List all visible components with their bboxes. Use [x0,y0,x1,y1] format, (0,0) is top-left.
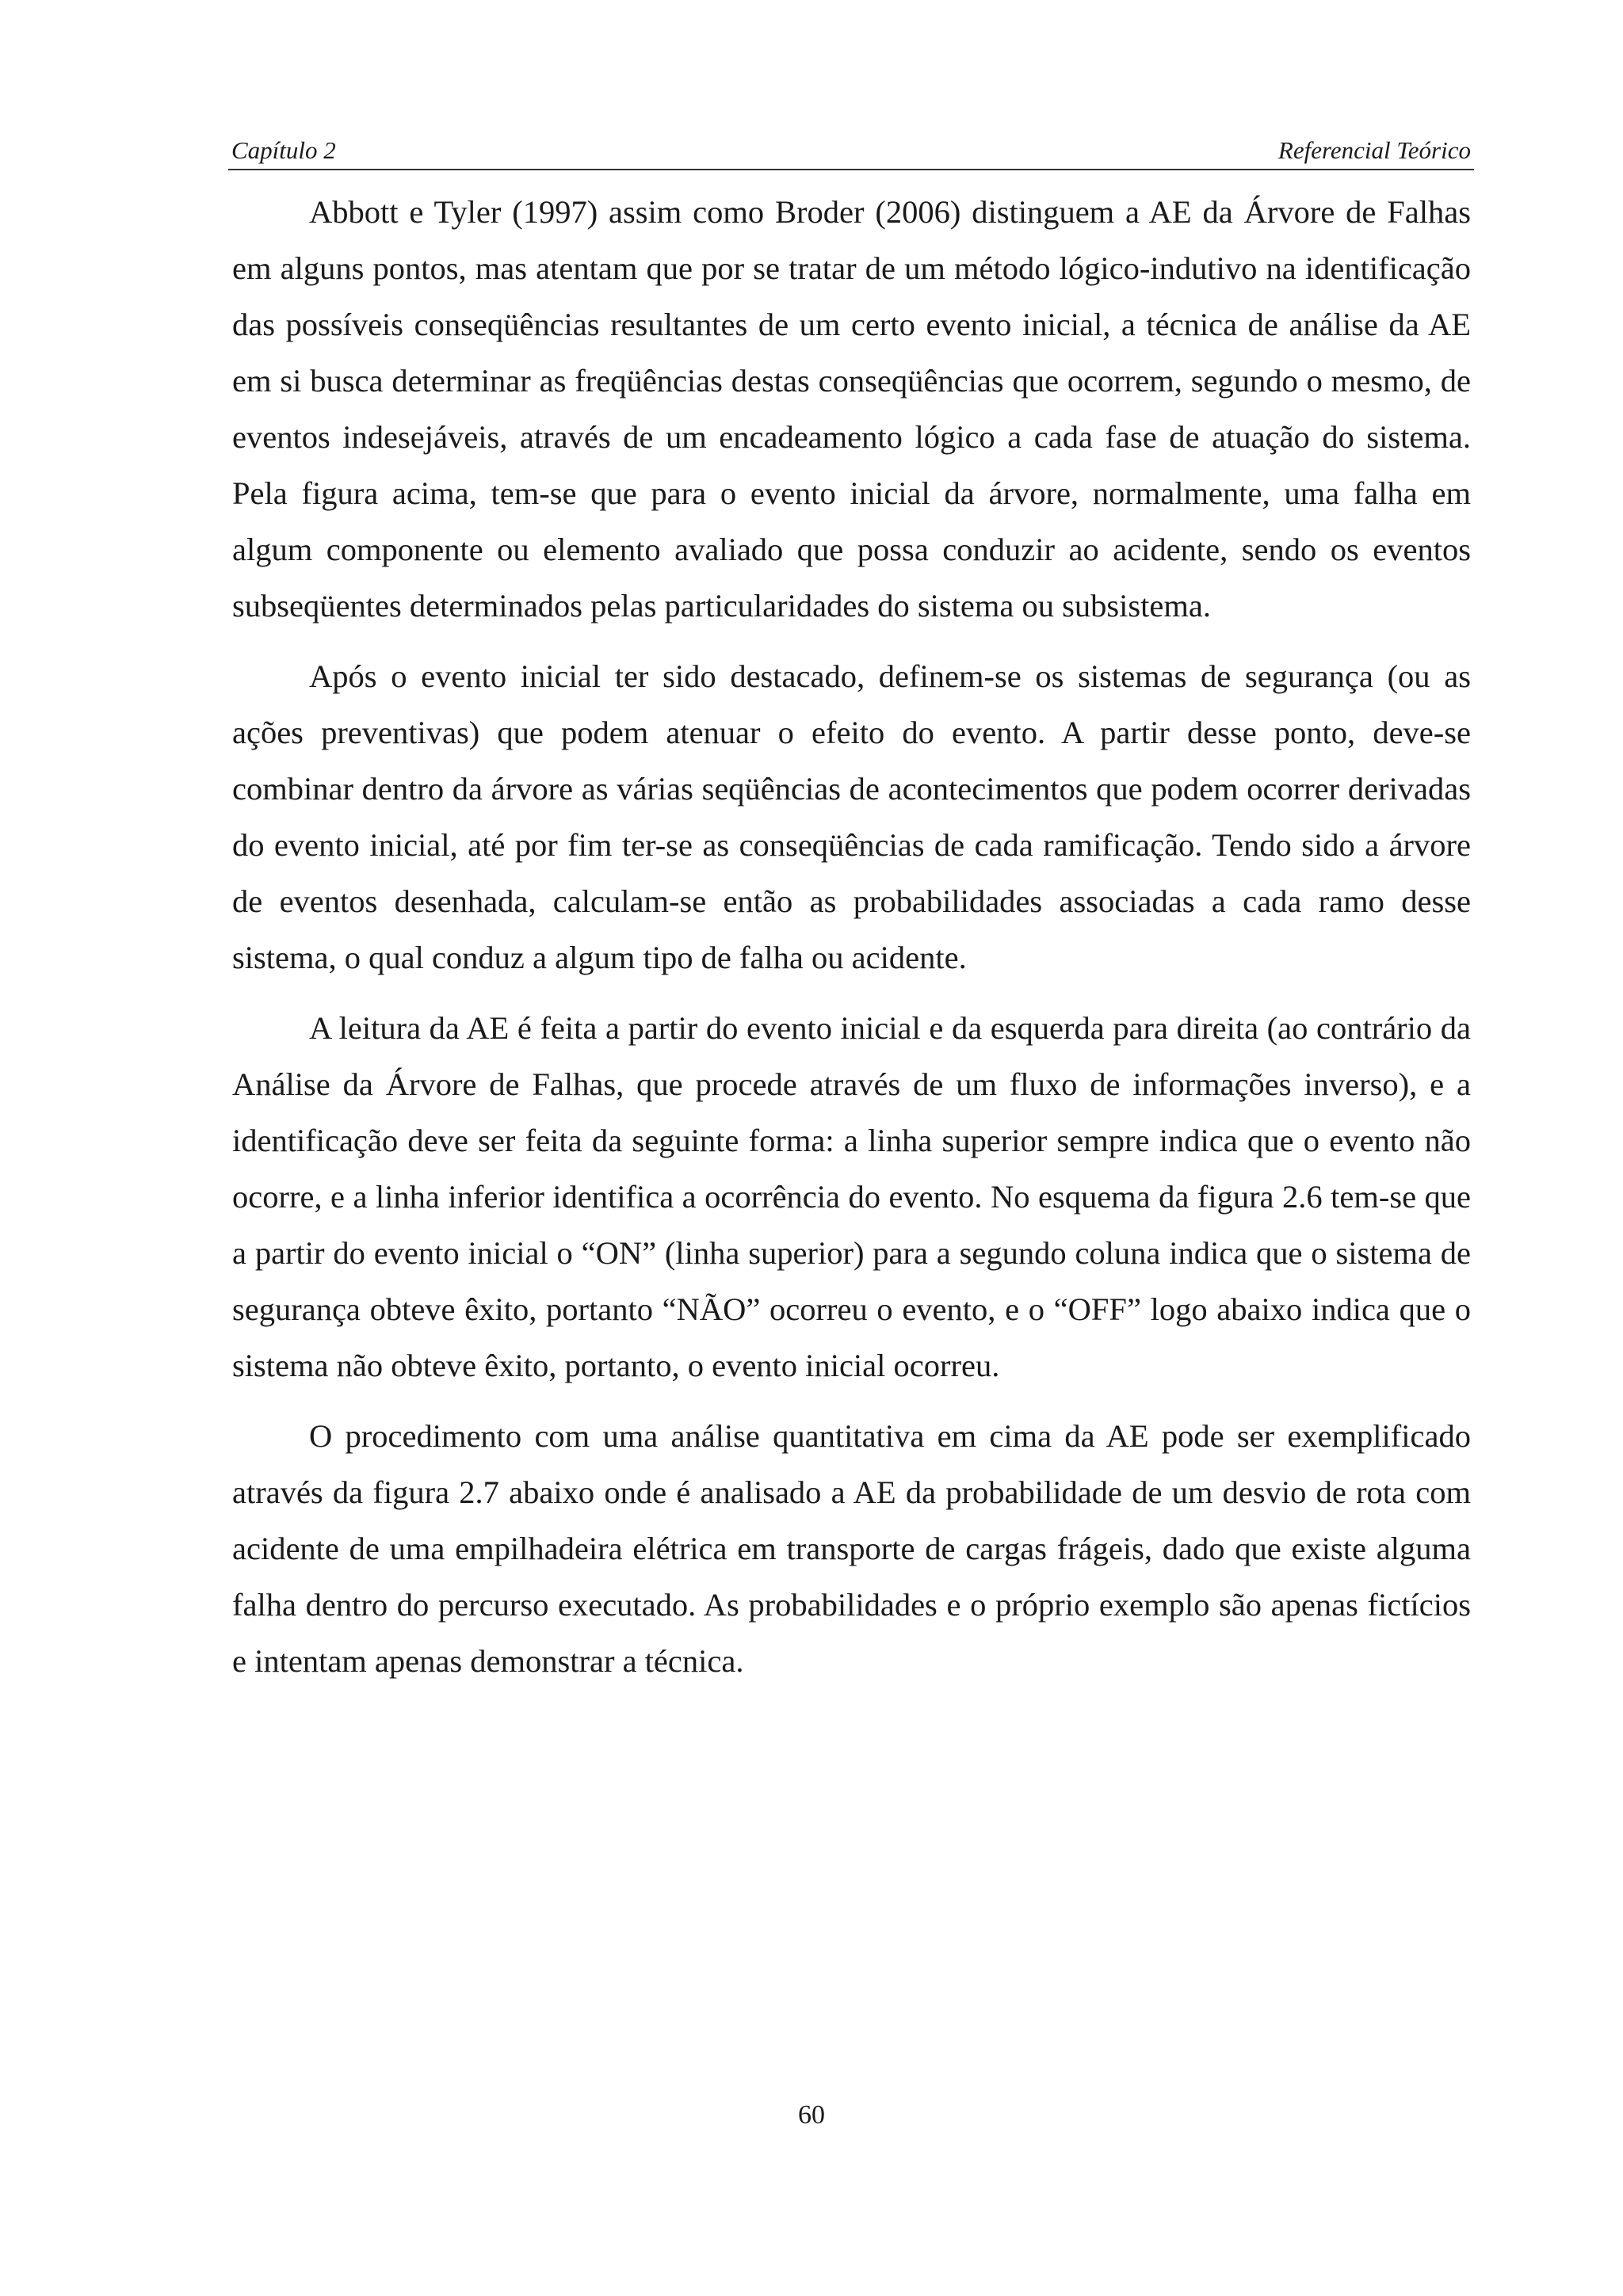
paragraph: Após o evento inicial ter sido destacado, definem-se os sistemas de segurança (ou as ações preventivas) que podem atenuar o efeito do evento. A partir desse ponto, deve-se combinar dentro da árvore as várias seqüências de acontecimentos que podem ocorrer derivadas do evento inicial, até por fim ter-se as conseqüências de cada ramificação. Tendo sido a árvore de eventos desenhada, calculam-se então as probabilidades associadas a cada ramo desse sistema, o qual conduz a algum tipo de falha ou acidente. [232,658,1471,975]
header-divider [228,169,1474,170]
paragraph: O procedimento com uma análise quantitativa em cima da AE pode ser exemplificado através da figura 2.7 abaixo onde é analisado a AE da probabilidade de um desvio de rota com acidente de uma empilhadeira elétrica em transporte de cargas frágeis, dado que existe alguma falha dentro do percurso executado. As probabilidades e o próprio exemplo são apenas fictícios e intentam apenas demonstrar a técnica. [232,1418,1471,1679]
chapter-label: Capítulo 2 [231,136,336,164]
paragraph: Abbott e Tyler (1997) assim como Broder (2006) distinguem a AE da Árvore de Falhas em alguns pontos, mas atentam que por se tratar de um método lógico-indutivo na identificação das possíveis conseqüências resultantes de um certo evento inicial, a técnica de análise da AE em si busca determinar as freqüências destas conseqüências que ocorrem, segundo o mesmo, de eventos indesejáveis, através de um encadeamento lógico a cada fase de atuação do sistema. Pela figura acima, tem-se que para o evento inicial da árvore, normalmente, uma falha em algum componente ou elemento avaliado que possa conduzir ao acidente, sendo os eventos subseqüentes determinados pelas particularidades do sistema ou subsistema. [232,194,1471,624]
page-number: 60 [798,2100,825,2130]
section-label: Referencial Teórico [1277,136,1471,164]
running-header [228,133,1474,168]
body-text [232,184,1471,1703]
paragraph: A leitura da AE é feita a partir do evento inicial e da esquerda para direita (ao contrário da Análise da Árvore de Falhas, que procede através de um fluxo de informações inverso), e a identificação deve ser feita da seguinte forma: a linha superior sempre indica que o evento não ocorre, e a linha inferior identifica a ocorrência do evento. No esquema da figura 2.6 tem-se que a partir do evento inicial o “ON” (linha superior) para a segundo coluna indica que o sistema de segurança obteve êxito, portanto “NÃO” ocorreu o evento, e o “OFF” logo abaixo indica que o sistema não obteve êxito, portanto, o evento inicial ocorreu. [232,1010,1471,1383]
